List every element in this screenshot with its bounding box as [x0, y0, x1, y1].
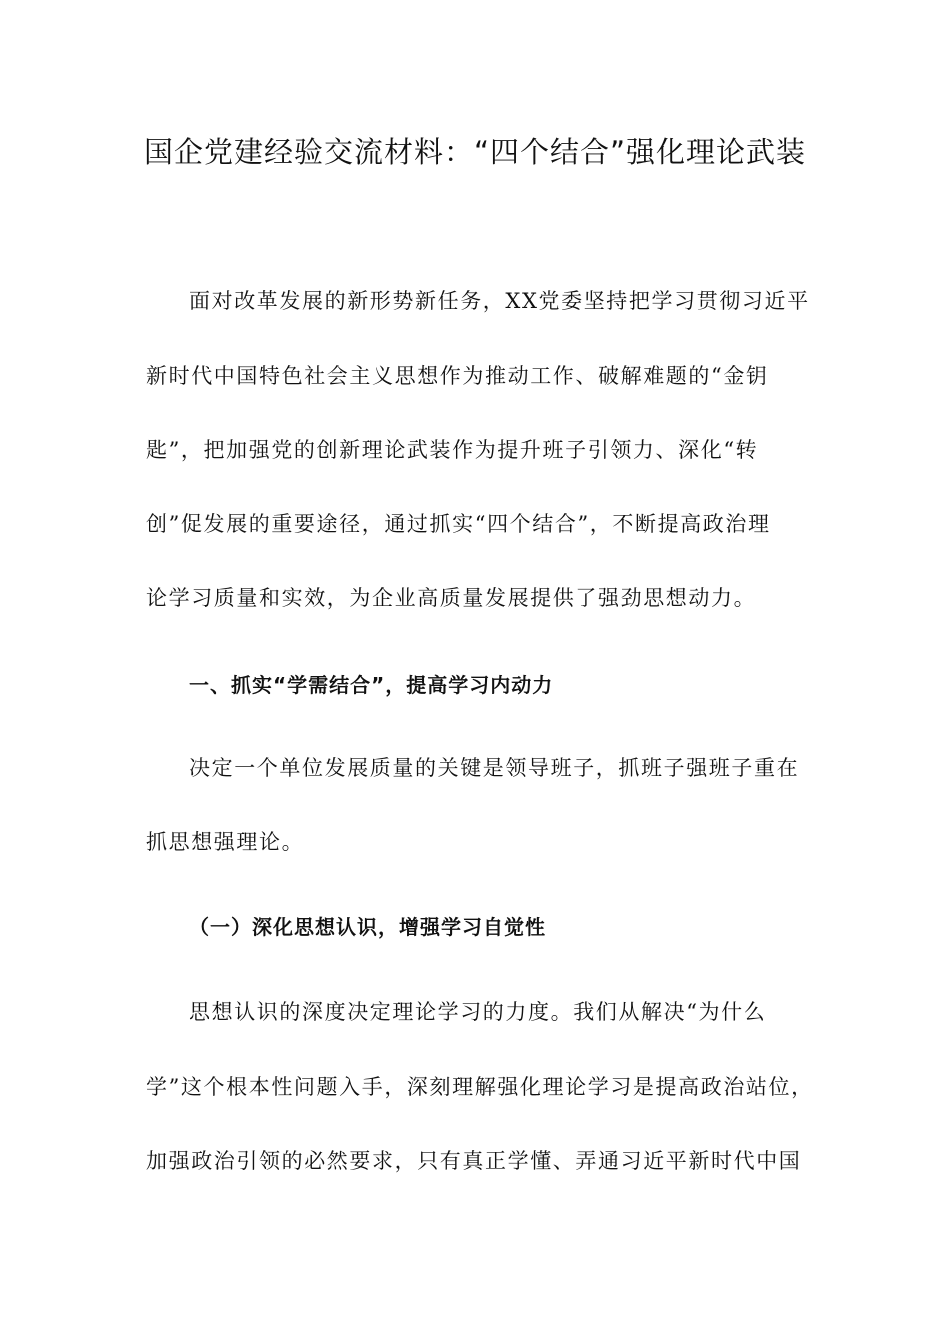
- section-heading: 一、抓实“学需结合”，提高学习内动力: [189, 673, 554, 697]
- paragraph-line: 学”这个根本性问题入手，深刻理解强化理论学习是提高政治站位，: [146, 1075, 814, 1099]
- paragraph-line: 论学习质量和实效，为企业高质量发展提供了强劲思想动力。: [146, 586, 757, 610]
- paragraph-line: 思想认识的深度决定理论学习的力度。我们从解决“为什么: [189, 1000, 767, 1024]
- paragraph-line: 面对改革发展的新形势新任务，XX党委坚持把学习贯彻习近平: [189, 289, 810, 313]
- paragraph-line: 创”促发展的重要途径，通过抓实“四个结合”，不断提高政治理: [146, 512, 771, 536]
- paragraph-line: 抓思想强理论。: [146, 830, 305, 854]
- document-title: 国企党建经验交流材料：“四个结合”强化理论武装: [143, 135, 807, 169]
- paragraph-line: 新时代中国特色社会主义思想作为推动工作、破解难题的“金钥: [146, 364, 769, 388]
- paragraph-line: 加强政治引领的必然要求，只有真正学懂、弄通习近平新时代中国: [146, 1149, 802, 1173]
- paragraph-line: 匙”，把加强党的创新理论武装作为提升班子引领力、深化“转: [146, 438, 759, 462]
- paragraph-line: 决定一个单位发展质量的关键是领导班子，抓班子强班子重在: [189, 756, 800, 780]
- subsection-heading: （一）深化思想认识，增强学习自觉性: [189, 915, 546, 939]
